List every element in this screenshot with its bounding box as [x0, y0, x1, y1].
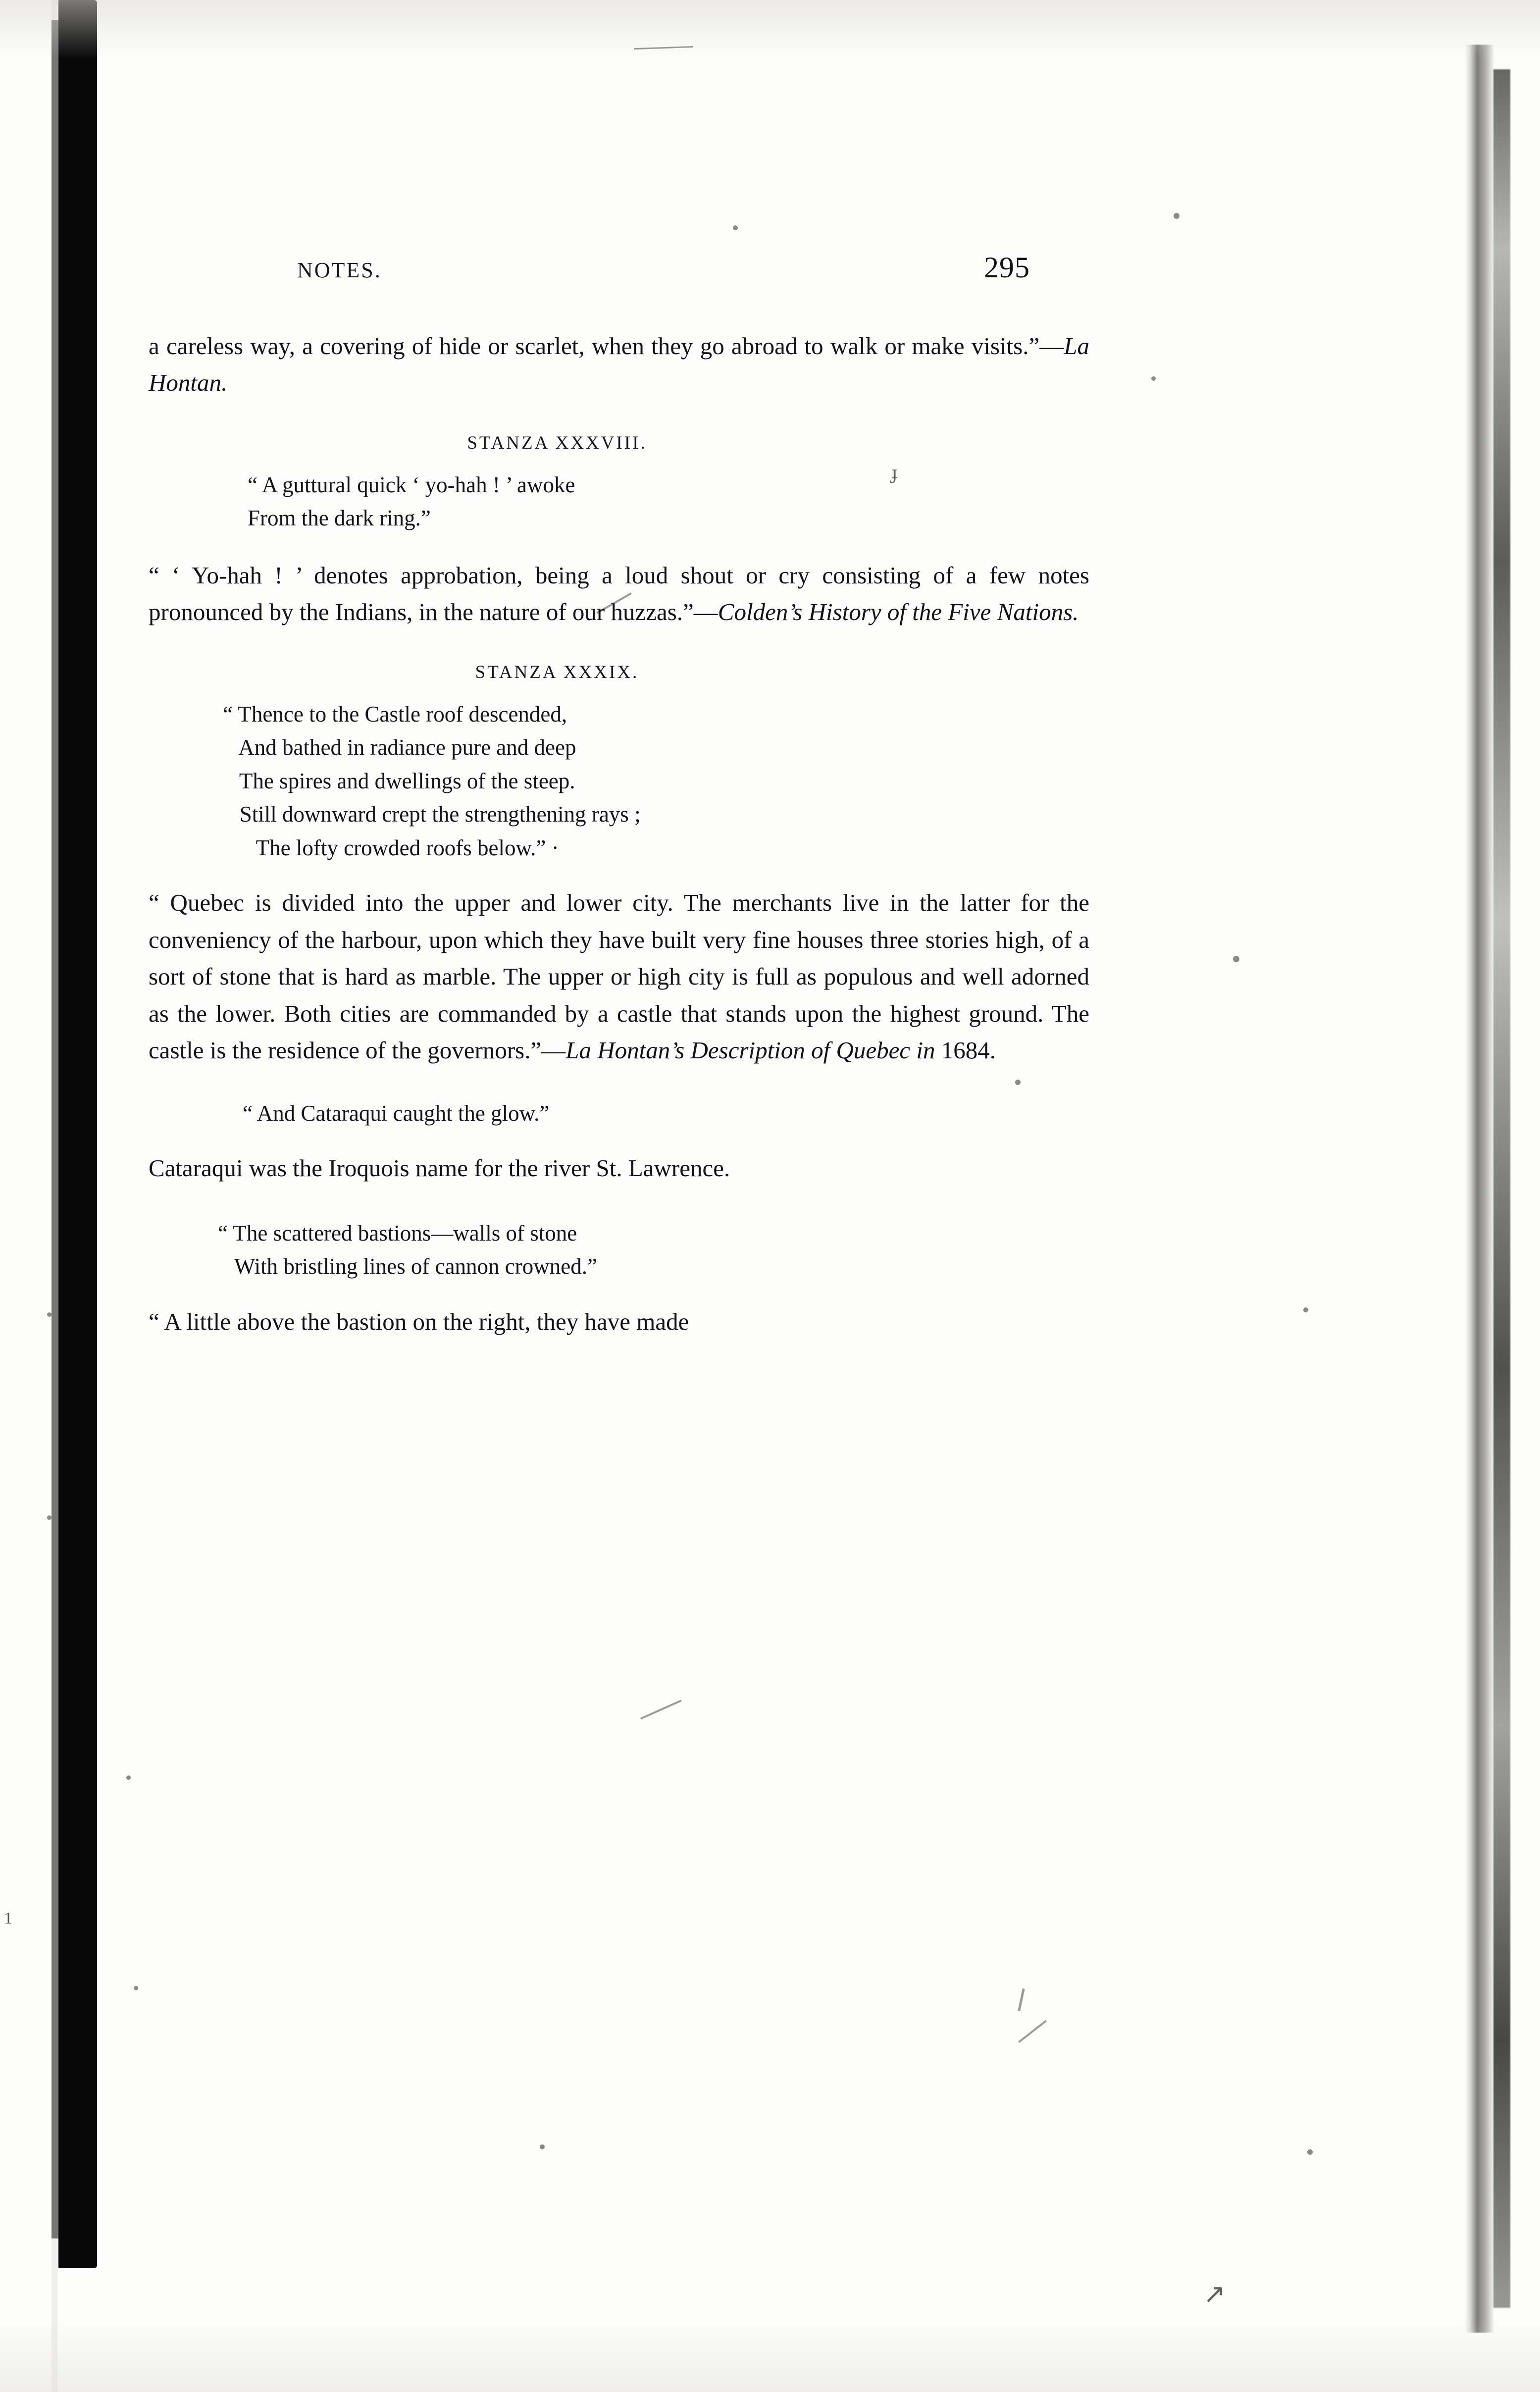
verse-block-40	[243, 1097, 1089, 1131]
verse-line: Still downward crept the strengthening rays ;	[223, 802, 641, 827]
paragraph-1-citation: La Hontan.	[149, 332, 1089, 397]
paragraph-1-text: a careless way, a covering of hide or scarlet, when they go abroad to walk or make visits.”—	[149, 332, 1064, 360]
running-head	[149, 251, 1089, 302]
paragraph-3-year: 1684.	[935, 1037, 996, 1064]
scan-black-bar-left	[58, 0, 97, 2268]
verse-block-41	[218, 1217, 1089, 1284]
verse-line: “ And Cataraqui caught the glow.”	[243, 1100, 550, 1126]
scan-top-fade	[0, 0, 1540, 59]
paragraph-2-text: “ ‘ Yo-hah ! ’ denotes approbation, being a loud shout or cry consisting of a few notes pronounced by the Indians, in the nature of our huzzas.”—	[149, 561, 1089, 626]
scan-speck	[540, 2144, 545, 2149]
stanza-heading-39: STANZA XXXIX.	[475, 662, 639, 682]
scan-speck	[1174, 213, 1180, 219]
paragraph-5: “ A little above the bastion on the right, they have made	[149, 1307, 689, 1335]
pencil-mark-1: ɟ	[891, 461, 898, 483]
verse-block-39	[223, 698, 1089, 865]
verse-line: The spires and dwellings of the steep.	[223, 768, 575, 793]
scan-scratch	[1018, 1988, 1025, 2011]
scan-speck	[47, 1515, 51, 1520]
paragraph-2	[149, 557, 1089, 631]
scan-gutter-dark-right	[1493, 69, 1510, 2308]
page-folio: 295	[984, 251, 1030, 284]
scan-gutter-shadow-right	[1465, 45, 1494, 2333]
scan-scratch	[1018, 2020, 1047, 2043]
running-head-title: NOTES.	[297, 258, 382, 282]
scan-speck	[134, 1986, 138, 1990]
verse-line: “ The scattered bastions—walls of stone	[218, 1220, 577, 1246]
paragraph-3	[149, 884, 1089, 1069]
scan-speck	[126, 1775, 131, 1780]
scan-speck	[1151, 376, 1156, 381]
scan-speck	[1303, 1307, 1308, 1312]
paragraph-3-text: “ Quebec is divided into the upper and lower city. The merchants live in the latter for the conveniency of the harbour, upon which they have built very fine houses three stories high, of a sort of stone that is hard as marble. The upper or high city is full as populous and well adorned as the lower. Both cities are commanded by a castle that stands upon the highest ground. The castle is the residence of the governors.”—	[149, 889, 1089, 1064]
scan-speck	[1307, 2149, 1313, 2155]
page-text-column	[149, 251, 1089, 1340]
scan-scratch	[640, 1700, 682, 1719]
verse-line: And bathed in radiance pure and deep	[223, 735, 576, 760]
verse-block-38	[248, 468, 1089, 535]
scan-bottom-fade	[0, 2318, 1540, 2392]
paragraph-1	[149, 328, 1089, 402]
verse-line: With bristling lines of cannon crowned.”	[218, 1254, 597, 1279]
paragraph-3-citation: La Hontan’s Description of Quebec in	[565, 1037, 935, 1064]
verse-line: The lofty crowded roofs below.” ·	[223, 835, 559, 860]
paragraph-4: Cataraqui was the Iroquois name for the river St. Lawrence.	[149, 1154, 730, 1182]
pencil-mark-2: ↗	[1203, 2279, 1226, 2309]
scan-speck	[47, 1312, 51, 1317]
verse-line: From the dark ring.”	[248, 506, 431, 531]
stanza-heading-38: STANZA XXXVIII.	[467, 432, 647, 453]
scan-speck	[733, 225, 738, 230]
scan-speck	[1233, 956, 1239, 962]
verse-line: “ Thence to the Castle roof descended,	[223, 701, 567, 727]
paragraph-2-citation: Colden’s History of the Five Nations.	[718, 598, 1079, 626]
verse-line: “ A guttural quick ‘ yo-hah ! ’ awoke	[248, 472, 575, 497]
margin-edge-glyph: 1	[4, 1909, 12, 1927]
